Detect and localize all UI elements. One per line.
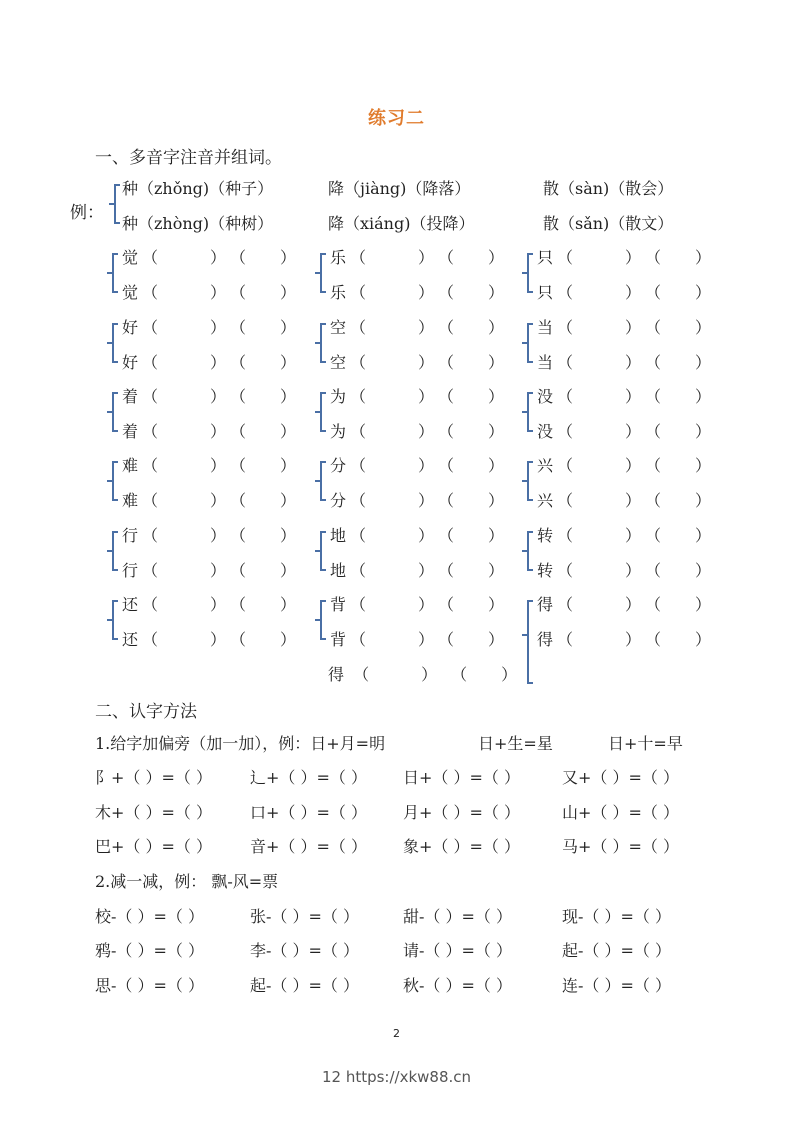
group-brace-icon [527,531,533,571]
char: 得 [328,665,345,684]
group-brace-icon [320,253,326,293]
polyphone-row: 空 （ ） （ ） [330,350,504,373]
polyphone-row: 空 （ ） （ ） [330,315,504,338]
char: 只 [537,283,554,302]
char: 空 [330,353,347,372]
char: 只 [537,248,554,267]
example-item: 降（jiàng)（降落） [328,179,471,198]
polyphone-row: 难 （ ） （ ） [122,453,296,476]
polyphone-row: 兴 （ ） （ ） [537,453,711,476]
polyphone-row: 当 （ ） （ ） [537,350,711,373]
blank-word[interactable]: （ [645,353,662,372]
blank-pinyin[interactable]: （ [142,248,159,267]
equation-item[interactable]: 山+（ ）=（ ） [562,803,679,822]
blank-pinyin[interactable]: （ [557,630,574,649]
blank-pinyin[interactable]: （ [142,630,159,649]
polyphone-row: 乐 （ ） （ ） [330,245,504,268]
polyphone-row: 难 （ ） （ ） [122,488,296,511]
blank-pinyin[interactable]: （ [557,318,574,337]
blank-word[interactable]: （ [645,595,662,614]
blank-word[interactable]: （ [230,630,247,649]
equation-item[interactable]: 日+（ ）=（ ） [403,768,520,787]
blank-word[interactable]: （ [645,387,662,406]
blank-pinyin[interactable]: （ [350,422,367,441]
char: 为 [330,387,347,406]
char: 背 [330,595,347,614]
equation-item[interactable]: 现-（ ）=（ ） [562,907,671,926]
blank-word[interactable]: （ [645,318,662,337]
char: 地 [330,561,347,580]
char: 好 [122,353,139,372]
blank-word[interactable]: （ [230,318,247,337]
blank-pinyin[interactable]: （ [350,526,367,545]
group-brace-icon [527,600,533,684]
char: 当 [537,318,554,337]
equation-item[interactable]: 秋-（ ）=（ ） [403,976,512,995]
equation-item[interactable]: 口+（ ）=（ ） [250,803,367,822]
blank-word[interactable]: （ [230,595,247,614]
char: 转 [537,526,554,545]
polyphone-row: 当 （ ） （ ） [537,315,711,338]
blank-pinyin[interactable]: （ [350,318,367,337]
group-brace-icon [112,323,118,363]
char: 难 [122,491,139,510]
polyphone-row: 背 （ ） （ ） [330,592,504,615]
polyphone-row: 好 （ ） （ ） [122,350,296,373]
polyphone-row: 着 （ ） （ ） [122,419,296,442]
blank-word[interactable]: （ [645,630,662,649]
blank-pinyin[interactable]: （ [557,422,574,441]
polyphone-row: 得 （ ） （ ） [537,592,711,615]
example-item: 种（zhòng)（种树） [122,214,274,233]
blank-word[interactable]: （ [438,491,455,510]
equation-item[interactable]: 请-（ ）=（ ） [403,941,512,960]
polyphone-row: 分 （ ） （ ） [330,453,504,476]
blank-word[interactable]: （ [230,561,247,580]
group-brace-icon [527,323,533,363]
blank-word[interactable]: （ [230,353,247,372]
polyphone-row: 为 （ ） （ ） [330,419,504,442]
extra-row: 得 （ ） （ ） [328,662,517,685]
blank-word[interactable]: （ [438,353,455,372]
char: 分 [330,456,347,475]
char: 没 [537,422,554,441]
blank-word[interactable]: （ [230,456,247,475]
polyphone-row: 乐 （ ） （ ） [330,280,504,303]
watermark: 12 https://xkw88.cn [321,1068,472,1086]
char: 乐 [330,248,347,267]
blank-pinyin[interactable]: （ [557,456,574,475]
char: 还 [122,595,139,614]
blank-pinyin[interactable]: （ [350,491,367,510]
example-item: 种（zhǒng)（种子） [122,179,274,198]
char: 还 [122,630,139,649]
page-number: 2 [393,1027,400,1040]
group-brace-icon [320,392,326,432]
blank-word[interactable]: （ [438,422,455,441]
blank-word[interactable]: （ [438,561,455,580]
char: 得 [537,630,554,649]
polyphone-row: 背 （ ） （ ） [330,627,504,650]
blank-pinyin[interactable]: （ [142,456,159,475]
equation-item[interactable]: 李-（ ）=（ ） [250,941,359,960]
char: 着 [122,387,139,406]
group-brace-icon [112,253,118,293]
blank-pinyin[interactable]: （ [350,561,367,580]
equation-item[interactable]: 马+（ ）=（ ） [562,837,679,856]
polyphone-row: 地 （ ） （ ） [330,558,504,581]
equation-item[interactable]: 起-（ ）=（ ） [562,941,671,960]
blank-word[interactable]: （ [438,283,455,302]
blank-word[interactable]: （ [438,526,455,545]
char: 行 [122,526,139,545]
equation-item[interactable]: 月+（ ）=（ ） [403,803,520,822]
example-brace-icon [114,184,120,224]
blank-word[interactable]: （ [438,248,455,267]
polyphone-row: 行 （ ） （ ） [122,558,296,581]
equation-item[interactable]: 思-（ ）=（ ） [95,976,204,995]
blank-pinyin[interactable]: （ [142,353,159,372]
char: 分 [330,491,347,510]
equation-item[interactable]: 巴+（ ）=（ ） [95,837,212,856]
example-item: 降（xiáng)（投降） [328,214,475,233]
char: 地 [330,526,347,545]
polyphone-row: 着 （ ） （ ） [122,384,296,407]
polyphone-row: 行 （ ） （ ） [122,523,296,546]
blank-pinyin[interactable]: （ [350,283,367,302]
blank-word[interactable]: （ [230,387,247,406]
polyphone-row: 地 （ ） （ ） [330,523,504,546]
blank-pinyin[interactable]: （ [142,422,159,441]
polyphone-row: 只 （ ） （ ） [537,245,711,268]
char: 转 [537,561,554,580]
char: 着 [122,422,139,441]
example-label: 例： [70,203,104,223]
char: 空 [330,318,347,337]
char: 为 [330,422,347,441]
group-brace-icon [112,392,118,432]
blank-word[interactable]: （ [645,248,662,267]
blank-pinyin[interactable]: （ [557,283,574,302]
equation-item[interactable]: 阝+（ ）=（ ） [95,768,212,787]
group-brace-icon [527,392,533,432]
char: 没 [537,387,554,406]
polyphone-row: 觉 （ ） （ ） [122,280,296,303]
equation-item[interactable]: 起-（ ）=（ ） [250,976,359,995]
char: 背 [330,630,347,649]
part1-example: 日+十=早 [608,734,683,753]
part1-instruction: 1.给字加偏旁（加一加），例：日+月=明 [95,734,386,753]
blank-pinyin[interactable]: （ [557,491,574,510]
blank-word[interactable]: （ [438,387,455,406]
polyphone-row: 觉 （ ） （ ） [122,245,296,268]
blank-word[interactable]: （ [645,491,662,510]
blank-pinyin[interactable]: （ [142,283,159,302]
blank-word[interactable]: （ [230,491,247,510]
polyphone-row: 好 （ ） （ ） [122,315,296,338]
char: 当 [537,353,554,372]
polyphone-row: 只 （ ） （ ） [537,280,711,303]
polyphone-row: 没 （ ） （ ） [537,384,711,407]
equation-item[interactable]: 辶+（ ）=（ ） [250,768,367,787]
char: 得 [537,595,554,614]
section2-heading: 二、认字方法 [95,702,197,722]
equation-item[interactable]: 鸦-（ ）=（ ） [95,941,204,960]
group-brace-icon [112,600,118,640]
blank-word[interactable]: （ [438,456,455,475]
blank-pinyin[interactable]: （ [557,561,574,580]
char: 乐 [330,283,347,302]
blank-pinyin[interactable]: （ [142,318,159,337]
equation-item[interactable]: 象+（ ）=（ ） [403,837,520,856]
blank-pinyin[interactable]: （ [350,595,367,614]
part2-instruction: 2.减一减，例： 飘-风=票 [95,872,279,891]
group-brace-icon [112,461,118,501]
page-title: 练习二 [368,108,425,129]
group-brace-icon [527,461,533,501]
blank-pinyin[interactable]: （ [557,595,574,614]
blank-pinyin[interactable]: （ [557,526,574,545]
blank-word[interactable]: （ [230,526,247,545]
blank-pinyin[interactable]: （ [353,665,370,684]
char: 兴 [537,456,554,475]
blank-pinyin[interactable]: （ [142,491,159,510]
polyphone-row: 得 （ ） （ ） [537,627,711,650]
group-brace-icon [112,531,118,571]
group-brace-icon [320,461,326,501]
char: 难 [122,456,139,475]
blank-pinyin[interactable]: （ [350,353,367,372]
blank-word[interactable]: （ [438,595,455,614]
blank-word[interactable]: （ [451,665,468,684]
blank-word[interactable]: （ [230,283,247,302]
polyphone-row: 为 （ ） （ ） [330,384,504,407]
section1-heading: 一、多音字注音并组词。 [95,148,282,168]
part1-example: 日+生=星 [478,734,553,753]
blank-pinyin[interactable]: （ [350,248,367,267]
blank-word[interactable]: （ [645,561,662,580]
blank-pinyin[interactable]: （ [350,456,367,475]
polyphone-row: 没 （ ） （ ） [537,419,711,442]
polyphone-row: 兴 （ ） （ ） [537,488,711,511]
blank-pinyin[interactable]: （ [142,387,159,406]
blank-word[interactable]: （ [230,248,247,267]
blank-pinyin[interactable]: （ [350,387,367,406]
char: 行 [122,561,139,580]
group-brace-icon [527,253,533,293]
polyphone-row: 转 （ ） （ ） [537,523,711,546]
blank-word[interactable]: （ [645,526,662,545]
blank-pinyin[interactable]: （ [142,595,159,614]
polyphone-row: 分 （ ） （ ） [330,488,504,511]
equation-item[interactable]: 又+（ ）=（ ） [562,768,679,787]
group-brace-icon [320,323,326,363]
example-item: 散（sǎn)（散文） [543,214,674,233]
equation-item[interactable]: 校-（ ）=（ ） [95,907,204,926]
blank-pinyin[interactable]: （ [142,526,159,545]
example-item: 散（sàn)（散会） [543,179,674,198]
polyphone-row: 还 （ ） （ ） [122,592,296,615]
blank-word[interactable]: （ [230,422,247,441]
char: 觉 [122,248,139,267]
equation-item[interactable]: 张-（ ）=（ ） [250,907,359,926]
equation-item[interactable]: 木+（ ）=（ ） [95,803,212,822]
blank-pinyin[interactable]: （ [557,387,574,406]
blank-pinyin[interactable]: （ [557,248,574,267]
polyphone-row: 转 （ ） （ ） [537,558,711,581]
blank-pinyin[interactable]: （ [350,630,367,649]
blank-word[interactable]: （ [438,318,455,337]
equation-item[interactable]: 连-（ ）=（ ） [562,976,671,995]
char: 兴 [537,491,554,510]
char: 觉 [122,283,139,302]
blank-word[interactable]: （ [645,422,662,441]
equation-item[interactable]: 音+（ ）=（ ） [250,837,367,856]
blank-word[interactable]: （ [645,283,662,302]
group-brace-icon [320,531,326,571]
blank-word[interactable]: （ [645,456,662,475]
blank-word[interactable]: （ [438,630,455,649]
char: 好 [122,318,139,337]
blank-pinyin[interactable]: （ [142,561,159,580]
equation-item[interactable]: 甜-（ ）=（ ） [403,907,512,926]
group-brace-icon [320,600,326,640]
polyphone-row: 还 （ ） （ ） [122,627,296,650]
blank-pinyin[interactable]: （ [557,353,574,372]
